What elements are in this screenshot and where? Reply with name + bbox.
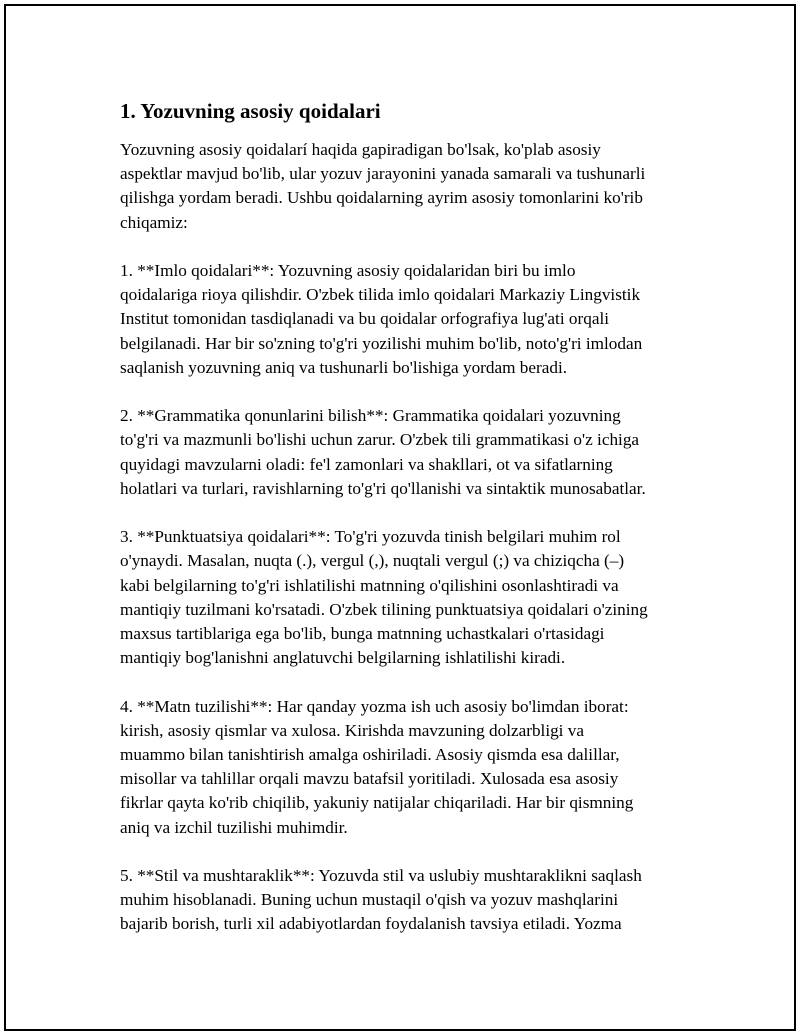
text-line: muhim hisoblanadi. Buning uchun mustaqil o'qish va yozuv mashqlarini [120, 890, 619, 910]
text-line: belgilanadi. Har bir so'zning to'g'ri yozilishi muhim bo'lib, noto'g'ri imlodan [120, 333, 643, 353]
text-structure-paragraph [120, 695, 700, 840]
text-line: fikrlar qayta ko'rib chiqilib, yakuniy natijalar chiqariladi. Har bir qismning [120, 793, 634, 813]
document-page [4, 4, 796, 1031]
text-line: o'ynaydi. Masalan, nuqta (.), vergul (,), nuqtali vergul (;) va chiziqcha (–) [120, 551, 625, 571]
text-line: qoidalariga rioya qilishdir. O'zbek tilida imlo qoidalari Markaziy Lingvistik [120, 285, 641, 305]
text-line: bajarib borish, turli xil adabiyotlardan foydalanish tavsiya etiladi. Yozma [120, 914, 622, 934]
text-line: saqlanish yozuvning aniq va tushunarli bo'lishiga yordam beradi. [120, 357, 568, 377]
punctuation-paragraph [120, 525, 700, 670]
text-line: aniq va izchil tuzilishi muhimdir. [120, 817, 348, 837]
text-line: holatlari va turlari, ravishlarning to'g'ri qo'llanishi va sintaktik munosabatlar. [120, 478, 646, 498]
style-paragraph [120, 864, 700, 937]
text-line: mantiqiy bog'lanishni anglatuvchi belgilarning ishlatilishi kiradi. [120, 648, 566, 668]
document-body [120, 98, 700, 961]
text-line: mantiqiy tuzilmani ko'rsatadi. O'zbek tilining punktuatsiya qoidalari o'zining [120, 599, 648, 619]
text-line: muammo bilan tanishtirish amalga oshiriladi. Asosiy qismda esa dalillar, [120, 745, 620, 765]
text-line: kirish, asosiy qismlar va xulosa. Kirishda mavzuning dolzarbligi va [120, 720, 584, 740]
text-line: 4. **Matn tuzilishi**: Har qanday yozma ish uch asosiy bo'limdan iborat: [120, 696, 629, 716]
text-line: kabi belgilarning to'g'ri ishlatilishi matnning o'qilishini osonlashtiradi va [120, 575, 619, 595]
text-line: Institut tomonidan tasdiqlanadi va bu qoidalar orfografiya lug'ati orqali [120, 309, 609, 329]
text-line: 3. **Punktuatsiya qoidalari**: To'g'ri yozuvda tinish belgilari muhim rol [120, 527, 621, 547]
text-line: 5. **Stil va mushtaraklik**: Yozuvda stil va uslubiy mushtaraklikni saqlash [120, 866, 642, 886]
intro-paragraph [120, 138, 700, 235]
text-line: maxsus tartiblariga ega bo'lib, bunga matnning uchastkalari o'rtasidagi [120, 624, 605, 644]
grammar-paragraph [120, 404, 700, 501]
text-line: misollar va tahlillar orqali mavzu batafsil yoritiladi. Xulosada esa asosiy [120, 769, 619, 789]
text-line: Yozuvning asosiy qoidalarí haqida gapiradigan bo'lsak, ko'plab asosiy [120, 140, 601, 159]
text-line: to'g'ri va mazmunli bo'lishi uchun zarur. O'zbek tili grammatikasi o'z ichiga [120, 430, 640, 450]
text-line: 2. **Grammatika qonunlarini bilish**: Grammatika qoidalari yozuvning [120, 406, 621, 426]
text-line: 1. **Imlo qoidalari**: Yozuvning asosiy qoidalaridan biri bu imlo [120, 261, 576, 280]
spelling-rules-paragraph [120, 259, 700, 380]
text-line: qilishga yordam beradi. Ushbu qoidalarning ayrim asosiy tomonlarini ko'rib [120, 188, 643, 208]
section-heading: 1. Yozuvning asosiy qoidalari [120, 99, 381, 123]
text-line: chiqamiz: [120, 212, 188, 232]
text-line: quyidagi mavzularni oladi: fe'l zamonlari va shakllari, ot va sifatlarning [120, 454, 613, 474]
text-line: aspektlar mavjud bo'lib, ular yozuv jarayonini yanada samarali va tushunarli [120, 164, 646, 184]
